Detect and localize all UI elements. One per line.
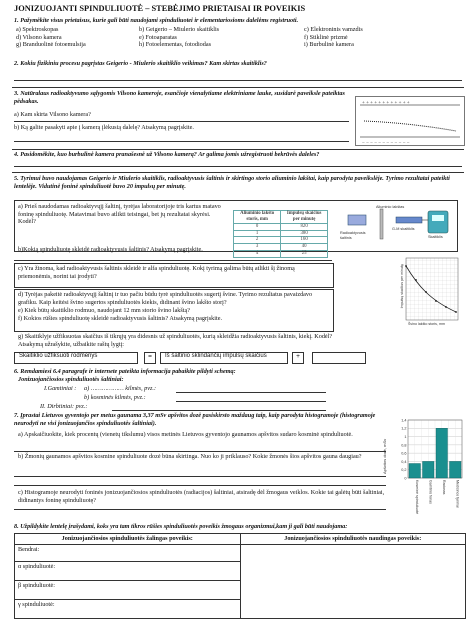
- table-row: 2 160: [234, 237, 328, 244]
- histogram-tick-label: 0,2: [401, 468, 407, 473]
- q1-option[interactable]: d) Vilsono kamera: [16, 33, 62, 41]
- histogram-tick-label: 0: [404, 476, 407, 481]
- table-cell[interactable]: β spinduliuotė:: [15, 580, 241, 599]
- q1-option[interactable]: i) Burbulinė kamera: [304, 41, 354, 49]
- answer-line[interactable]: [14, 476, 386, 477]
- histogram-bar: [409, 464, 421, 479]
- q7-text: 7. Įprastai Lietuvos gyventojo per metus gaunama 3,37 mSv apšvitos dozė pasiskirsto maždaug taip, kaip parodyta histogramoje (histogramoje neurodyti ne visi jonizuojančios spinduliuotės šaltiniai).: [14, 412, 376, 427]
- q3b-text: b) Ką galite pasakyti apie į kamerą įlėkusią dalelę? Atsakymą pagrįskite.: [14, 124, 194, 131]
- histogram-tick-label: 1,2: [401, 426, 407, 431]
- q7b-text: b) Žmonių gaunamos apšvitos kosmine spinduliuote dozė būna skirtinga. Nuo ko ji priklauso? Kokie žmonės šios apšvitos gauna daugiau?: [18, 453, 362, 460]
- q6-sub: Jonizuojančiosios spinduliuotės šaltiniai:: [18, 376, 124, 383]
- q3a-text: a) Kam skirta Vilsono kamera?: [14, 111, 91, 118]
- figure-label: Aliuminio lakštas: [376, 205, 405, 209]
- table-cell[interactable]: α spinduliuotė:: [15, 561, 241, 580]
- table-row: 3 40: [234, 244, 328, 251]
- eq-left: Skaitiklio užfiksuoti rodmenys: [14, 352, 138, 364]
- answer-line[interactable]: [14, 485, 386, 486]
- table-row: [15, 544, 466, 561]
- q6-natural-a: a) ……………… kilmės, pvz.:: [84, 385, 157, 392]
- table-cell-benefits[interactable]: [240, 544, 466, 618]
- answer-line[interactable]: [176, 392, 326, 393]
- graph-xlabel: Švino lakšto storis, mm: [408, 322, 445, 326]
- q5e-text: e) Kiek būtų skaitiklio rodmuo, naudojant 12 mm storio švino lakštą?: [18, 307, 191, 314]
- q5b-text: b)Kokią spinduliuotę skleidė radioaktyvusis šaltinis? Atsakymą pagrįskite.: [18, 246, 203, 253]
- histogram-tick-label: 0,6: [401, 451, 407, 456]
- histogram-tick-label: 0,8: [401, 443, 407, 448]
- eq-right: Iš šaltinio sklindančių impulsų skaičius: [160, 352, 288, 364]
- q5f-text: f) Kokios rūšies spinduliuotę skleidė radioaktyvusis šaltinis? Atsakymą pagrįskite.: [18, 315, 222, 322]
- table-header: Jonizuojančiosios spinduliuotės žalingas poveikis:: [15, 534, 241, 545]
- table-header: Jonizuojančiosios spinduliuotės naudingas poveikis:: [240, 534, 466, 545]
- q6-text: 6. Remdamiesi 6.4 paragrafe ir internete pateikta informacija pabaikite pildyti schemą:: [14, 368, 236, 375]
- eq-answer-field[interactable]: [312, 352, 366, 364]
- histogram-tick-label: 1: [404, 434, 407, 439]
- q1-option[interactable]: f) Stiklinė prizmė: [304, 33, 348, 41]
- table-cell[interactable]: γ spinduliuotė:: [15, 599, 241, 618]
- q4-text: 4. Pasidomėkite, kuo burbulinė kamera pranašesnė už Vilsono kamerą? Ar galima jomis užregistruoti bekrūvės daleles?: [14, 151, 320, 158]
- answer-line[interactable]: [14, 121, 349, 122]
- answer-line[interactable]: [112, 410, 326, 411]
- answer-line[interactable]: [14, 166, 462, 167]
- q6-natural-b: b) kosminės kilmės, pvz.:: [84, 394, 146, 401]
- histogram-bar: [436, 428, 448, 478]
- answer-line[interactable]: [14, 260, 332, 261]
- histogram-category-label: Radonas: [441, 480, 446, 495]
- divider: [12, 172, 464, 173]
- table-row: 0 820: [234, 223, 328, 230]
- equation-row: [14, 352, 470, 364]
- histogram-tick-label: 1,4: [401, 418, 407, 423]
- histogram-category-label: Kosminė spinduliuotė: [414, 480, 419, 514]
- experiment-figure: [340, 205, 452, 249]
- answer-line[interactable]: [14, 80, 462, 81]
- histogram-bar: [450, 461, 462, 478]
- graph-ylabel: Impulsų skaičius per minutę: [399, 264, 404, 309]
- page-title: JONIZUOJANTI SPINDULIUOTĖ – STEBĖJIMO PRIETAISAI IR POVEIKIS: [14, 4, 306, 13]
- q5a-text: a) Prieš naudodamas radioaktyvųjį šaltinį, tyrėjas laboratorijoje tris kartus matavo foninę spinduliuotę. Matavimai buvo atlikti teisingai, bet jų rezultatai skyrėsi. Kodėl?: [18, 203, 221, 226]
- table-cell[interactable]: Bendrai:: [15, 544, 241, 561]
- q1-option[interactable]: e) Fotoaparatas: [139, 33, 177, 41]
- q1-option[interactable]: g) Branduolinė fotoemulsija: [16, 41, 86, 49]
- q1-option[interactable]: c) Elektroninis vamzdis: [304, 26, 363, 33]
- svg-text:+ + + + + + + + + + + +: + + + + + + + + + + + +: [362, 101, 410, 106]
- figure-label: G-M skaitiklis: [392, 227, 415, 231]
- absorption-graph: [394, 256, 460, 332]
- divider: [12, 149, 464, 150]
- histogram-tick-label: 0,4: [401, 459, 407, 464]
- answer-line[interactable]: [14, 141, 349, 142]
- figure-label: Skaitiklis: [428, 235, 443, 239]
- table-row: 4 25: [234, 251, 328, 258]
- q6-natural: I.Gamtiniai :: [44, 385, 77, 392]
- q7c-text: c) Histogramoje neurodyti foninės jonizuojančiosios spinduliuotės (radiacijos) šaltiniai, atsiradę dėl žmogaus veiklos. Kokie tai galėtų būti šaltiniai, didinantys foninę spinduliuotę?: [18, 489, 385, 504]
- q8-text: 8. Užpildykite lentelę įrašydami, koks yra tam tikros rūšies spinduliuotės poveikis žmogaus organizmui,kam ji gali būti naudojama:: [14, 523, 348, 530]
- q5c-text: c) Yra žinoma, kad radioaktyvusis šaltinis skleidė ir alfa spinduliuotę. Kokį tyrimą galima būtų atlikti šį žinomą priemonėmis, norint tai įrodyti?: [18, 265, 295, 280]
- q7a-text: a) Apskaičiuokite, kiek procentų (vienetų tikslumu) visos metinės Lietuvos gyventojo gaunamos apšvitos sudaro kosminė spinduliuotė.: [18, 431, 353, 438]
- q1-option[interactable]: b) Geigerio – Miulerio skaitiklis: [139, 26, 220, 33]
- q2-text: 2. Kokiu fizikiniu procesu pagrįstas Geigerio - Miulerio skaitiklio veikimas? Kam skirtas skaitiklis?: [14, 60, 267, 67]
- q1-options: [16, 26, 462, 49]
- cloud-chamber-figure: [355, 96, 465, 146]
- q5d-text: d) Tyrėjas pakeitė radioaktyvųjį šaltinį ir tuo pačiu būdu tyrė spinduliuotės sugertį švine. Tyrimo rezultatus pavaizdavo grafiku. Kaip keitėsi švino sugertos spinduliuotės kiekis, didinant švino lakšto storį?: [18, 291, 313, 306]
- q1-option[interactable]: a) Spektroskopas: [16, 26, 59, 33]
- dose-histogram: [382, 414, 466, 514]
- histogram-bar: [423, 461, 435, 478]
- eq-equals: =: [144, 352, 156, 364]
- histogram-category-label: Gamtinis fonas: [428, 480, 433, 504]
- table-header: Aliuminio lakšto storis, mm: [234, 211, 281, 224]
- q1-option[interactable]: h) Fotoelementas, fotodiodas: [139, 41, 212, 49]
- q3-text: 3. Natūralaus radioaktyvumo sąlygomis Vilsono kameroje, esančioje vienalytiame elektriniame lauke, susidarė paveiksle pateiktas pėdsakas.: [14, 90, 345, 105]
- histogram-ylabel: Apšvitos dozė, mSv: [382, 438, 388, 474]
- table-row: 1 380: [234, 230, 328, 237]
- answer-line[interactable]: [176, 401, 326, 402]
- histogram-category-label: Medicinos tyrimai: [455, 480, 460, 508]
- particle-track-icon: [356, 97, 464, 145]
- table-header: Impulsų skaičius per minutę: [281, 211, 328, 224]
- effects-table: [14, 533, 466, 619]
- q6-artificial: II. Dirbtiniai: pvz.:: [40, 403, 88, 410]
- svg-text:− − − − − − − − − − − −: − − − − − − − − − − − −: [362, 141, 410, 145]
- histogram-chart: [390, 414, 466, 514]
- answer-line[interactable]: [14, 509, 386, 510]
- q5g-text: g) Skaitiklyje užfiksuotas skaičius iš tikrųjų yra didesnis už spinduliuotės, kurią skleidžia radioaktyvusis šaltinis, kiekį. Kodėl? Atsakymą užrašykite, užbaikite raštų lygtį:: [18, 333, 333, 348]
- q1-text: 1. Pažymėkite visus prietaisus, kurie gali būti naudojami spinduliuotei ir elementariosioms dalelėms registruoti.: [14, 17, 299, 24]
- answer-line[interactable]: [14, 451, 386, 452]
- figure-label: Radioaktyvusis šaltinis: [340, 231, 366, 240]
- q5-text: 5. Tyrimui buvo naudojamas Geigerio ir Miulerio skaitiklis, radioaktyvusis šaltinis ir skirtingo storio aliuminio lakštai, kaip parodyta paveikslėje. Tyrimo rezultatai pateikti lentelėje. Vidutinė foninė spinduliuotė buvo 20 impulsų per minutę.: [14, 175, 450, 190]
- divider: [12, 87, 464, 88]
- eq-plus: +: [292, 352, 304, 364]
